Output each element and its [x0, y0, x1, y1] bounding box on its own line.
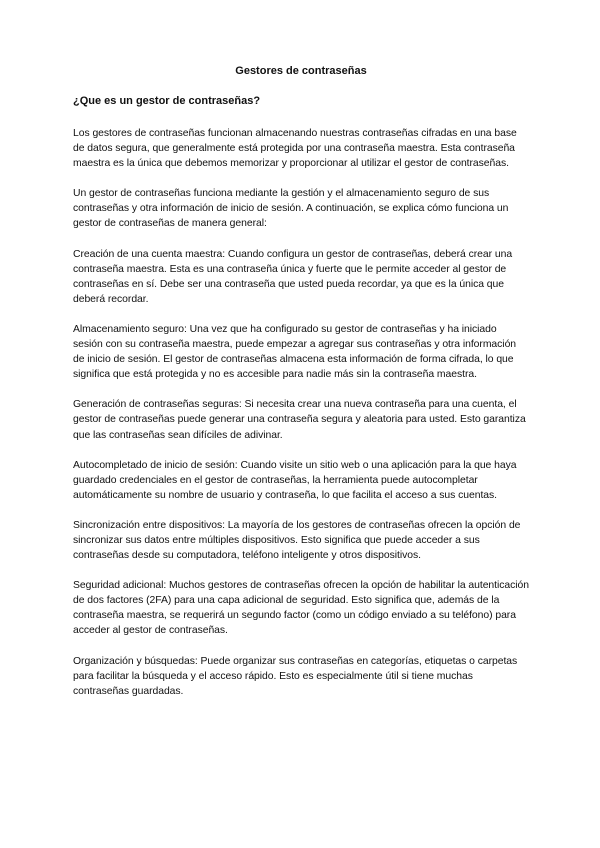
paragraph-password-generation: Generación de contraseñas seguras: Si necesita crear una nueva contraseña para una cuenta, el gestor de contraseñas puede generar una contraseña segura y aleatoria para usted. Esto garantiza que las contraseñas sean difíciles de adivinar.	[73, 399, 526, 441]
document-page	[73, 64, 529, 714]
paragraph-sync: Sincronización entre dispositivos: La mayoría de los gestores de contraseñas ofrecen la opción de sincronizar sus datos entre múltiples dispositivos. Esto significa que puede acceder a sus contraseñas desde su computadora, teléfono inteligente y otros dispositivos.	[73, 519, 521, 562]
paragraph-additional-security: Seguridad adicional: Muchos gestores de contraseñas ofrecen la opción de habilitar la autenticación de dos factores (2FA) para una capa adicional de seguridad. Esto significa que, además de la contraseña maestra, se requerirá un segundo factor (como un código enviado a su teléfono) para acceder al gestor de contraseñas.	[73, 580, 529, 637]
paragraph-secure-storage: Almacenamiento seguro: Una vez que ha configurado su gestor de contraseñas y ha iniciado sesión con su contraseña maestra, puede empezar a agregar sus contraseñas y otra información de inicio de sesión. El gestor de contraseñas almacena esta información de forma cifrada, lo que significa que está protegida y no es accesible para nadie más sin la contraseña maestra.	[73, 323, 517, 381]
document-title: Gestores de contraseñas	[235, 65, 367, 77]
paragraph-autofill: Autocompletado de inicio de sesión: Cuando visite un sitio web o una aplicación para la que haya guardado credenciales en el gestor de contraseñas, la herramienta puede autocompletar automáticamente su nombre de usuario y contraseña, lo que facilita el acceso a sus cuentas.	[73, 459, 517, 501]
paragraph-master-account: Creación de una cuenta maestra: Cuando configura un gestor de contraseñas, deberá crear una contraseña maestra. Esta es una contraseña única y fuerte que le permite acceder al gestor de contraseñas en sí. Debe ser una contraseña que usted pueda recordar, ya que es la única que deberá recordar.	[73, 248, 513, 305]
paragraph-intro: Los gestores de contraseñas funcionan almacenando nuestras contraseñas cifradas en una base de datos segura, que generalmente está protegida por una contraseña maestra. Esta contraseña maestra es la única que debemos memorizar y proporcionar al utilizar el gestor de contraseñas.	[73, 128, 517, 170]
paragraph-organization: Organización y búsquedas: Puede organizar sus contraseñas en categorías, etiquetas o carpetas para facilitar la búsqueda y el acceso rápido. Esto es especialmente útil si tiene muchas contraseñas guardadas.	[73, 655, 518, 697]
section-heading: ¿Que es un gestor de contraseñas?	[73, 95, 261, 107]
paragraph-overview: Un gestor de contraseñas funciona mediante la gestión y el almacenamiento seguro de sus contraseñas y otra información de inicio de sesión. A continuación, se explica cómo funciona un gestor de contraseñas de manera general:	[73, 188, 509, 230]
